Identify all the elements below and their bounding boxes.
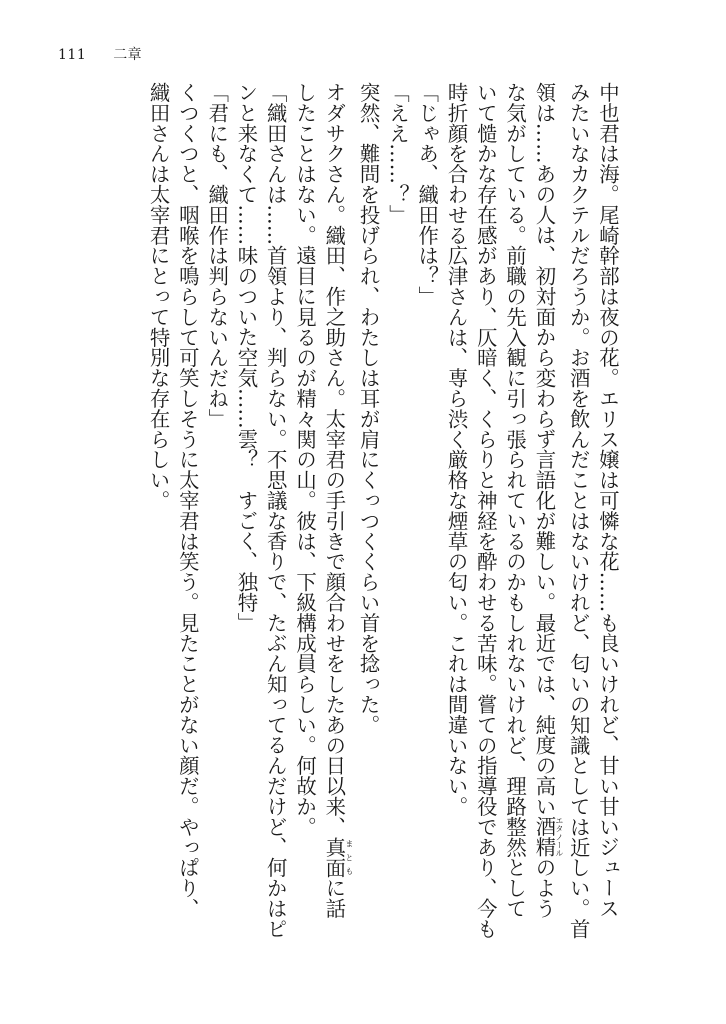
text-line-4: な気がしている。前職の先入観に引っ張られているのかもしれないけれど、理路整然として: [503, 82, 528, 919]
ruby-ethanol: 酒精エタノール: [532, 816, 564, 858]
body-text: [143, 82, 622, 962]
text-line-3: [529, 82, 563, 962]
text-line-10: [319, 82, 353, 962]
chapter-title: 二章: [113, 47, 143, 63]
text-line-11: したことはない。遠目に見るのが精々関の山。彼は、下級構成員らしい。何故か。: [293, 82, 318, 837]
page-number: 111: [58, 47, 87, 63]
text-line-15: くつくつと、咽喉を鳴らして可笑しそうに太宰君は笑う。見たことがない顔だ。やっぱり、: [175, 82, 200, 919]
text-line-1: 中也君は海。尾崎幹部は夜の花。エリス嬢は可憐な花……も良いけれど、甘い甘いジュース: [596, 82, 620, 919]
text-line-7: 「じゃあ、織田作は？」: [415, 82, 440, 307]
text-line-13: ンと来なくて……味のついた空気……雲？ すごく、独特」: [234, 82, 259, 633]
text-line-12: 「織田さんは……首領より、判らない。不思議な香りで、たぶん知ってるんだけど、何かはピ: [263, 82, 288, 939]
ruby-majime-tail: に話: [322, 877, 347, 919]
ruby-majime: 真面まとも: [322, 836, 354, 878]
text-line-2: みたいなカクテルだろうか。お酒を飲んだことはないけれど、匂いの知識としては近しい。首: [566, 82, 591, 939]
ruby-ethanol-reading: エタノール: [554, 816, 564, 858]
page-header: [58, 44, 142, 64]
text-line-16: 織田さんは太宰君にとって特別な存在らしい。: [146, 82, 171, 511]
text-line-3-main: 領は……あの人は、初対面から変わらず言語化が難しい。最近では、純度の高い: [532, 82, 557, 817]
text-line-6: 時折顔を合わせる広津さんは、専ら渋く厳格な煙草の匂い。これは間違いない。: [444, 82, 469, 817]
ruby-ethanol-tail: のよう: [532, 857, 557, 919]
text-line-5: いて慥かな存在感があり、仄暗く、くらりと神経を酔わせる苦味。嘗ての指導役であり、今も: [473, 82, 498, 939]
ruby-majime-reading: まとも: [344, 836, 354, 878]
text-line-14: 「君にも、織田作は判らないんだね」: [205, 82, 230, 429]
text-line-9: 突然、難問を投げられ、わたしは耳が肩にくっつくくらい首を捻った。: [356, 82, 381, 735]
text-line-8: 「ええ……？」: [385, 82, 410, 225]
text-line-10-main: オダサクさん。織田、作之助さん。太宰君の手引きで顔合わせをしたあの日以来、: [322, 82, 347, 837]
